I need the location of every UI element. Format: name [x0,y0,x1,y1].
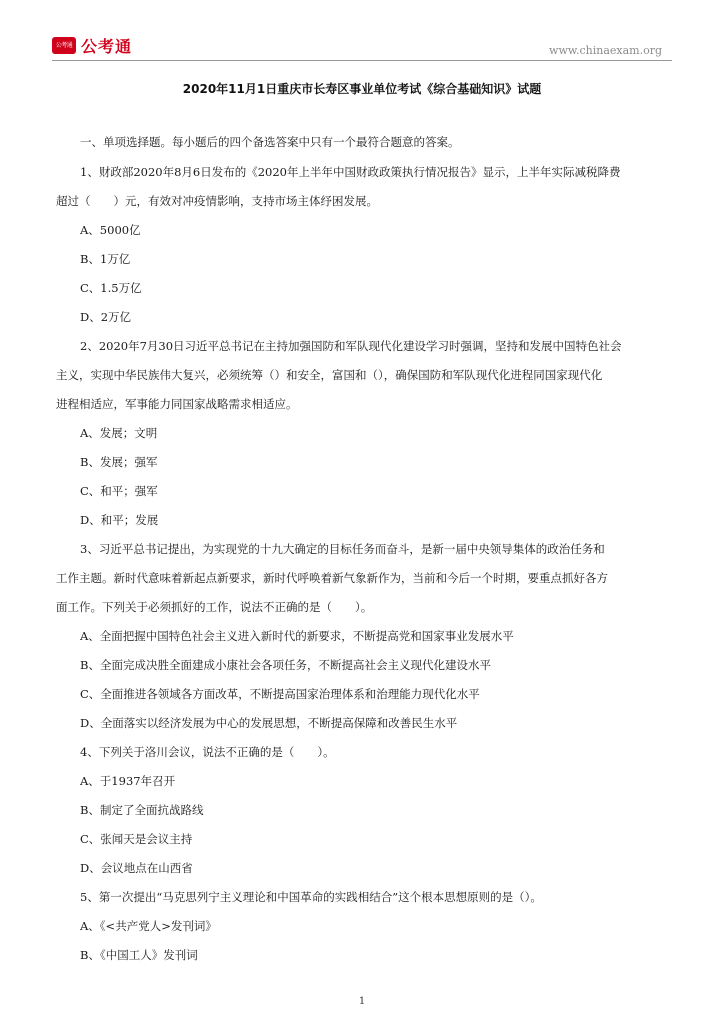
option-3b: B、全面完成决胜全面建成小康社会各项任务，不断提高社会主义现代化建设水平 [80,658,491,672]
question-4-stem: 4、下列关于洛川会议，说法不正确的是（ ）。 [80,745,335,759]
option-2c: C、和平；强军 [80,484,158,498]
header-divider [52,60,672,61]
option-1c: C、1.5万亿 [80,281,142,295]
question-3-stem-cont: 工作主题。新时代意味着新起点新要求，新时代呼唤着新气象新作为，当前和今后一个时期，要重点抓好各方 [56,571,608,585]
section-heading: 一、单项选择题。每小题后的四个备选答案中只有一个最符合题意的答案。 [80,135,460,149]
option-3d: D、全面落实以经济发展为中心的发展思想，不断提高保障和改善民生水平 [80,716,458,730]
page-number: 1 [358,996,366,1007]
option-5a: A、《<共产党人>发刊词》 [80,919,217,933]
option-4b: B、制定了全面抗战路线 [80,803,204,817]
option-1b: B、1万亿 [80,252,131,266]
option-5b: B、《中国工人》发刊词 [80,948,198,962]
option-3a: A、全面把握中国特色社会主义进入新时代的新要求，不断提高党和国家事业发展水平 [80,629,514,643]
option-2b: B、发展；强军 [80,455,158,469]
question-5-stem: 5、第一次提出“马克思列宁主义理论和中国革命的实践相结合”这个根本思想原则的是（）。 [80,890,542,904]
option-4d: D、会议地点在山西省 [80,861,193,875]
option-1d: D、2万亿 [80,310,132,324]
option-4c: C、张闻天是会议主持 [80,832,193,846]
page-header [0,0,724,62]
question-1-stem: 1、财政部2020年8月6日发布的《2020年上半年中国财政政策执行情况报告》显示，上半年实际减税降费 [80,165,621,179]
site-logo[interactable] [52,34,132,57]
option-4a: A、于1937年召开 [80,774,176,788]
option-1a: A、5000亿 [80,223,141,237]
document-title: 2020年11月1日重庆市长寿区事业单位考试《综合基础知识》试题 [182,82,542,96]
question-1-stem-cont: 超过（ ）元，有效对冲疫情影响，支持市场主体纾困发展。 [56,194,378,208]
site-url[interactable]: www.chinaexam.org [549,44,662,57]
option-2a: A、发展；文明 [80,426,158,440]
logo-text: 公考通 [81,37,133,56]
question-2-stem: 2、2020年7月30日习近平总书记在主持加强国防和军队现代化建设学习时强调，坚持和发展中国特色社会 [80,339,622,353]
question-2-stem-cont: 进程相适应，军事能力同国家战略需求相适应。 [56,397,298,411]
question-3-stem-cont: 面工作。下列关于必须抓好的工作，说法不正确的是（ ）。 [56,600,373,614]
option-3c: C、全面推进各领域各方面改革，不断提高国家治理体系和治理能力现代化水平 [80,687,480,701]
question-3-stem: 3、习近平总书记提出，为实现党的十九大确定的目标任务而奋斗，是新一届中央领导集体的政治任务和 [80,542,605,556]
option-2d: D、和平；发展 [80,513,159,527]
question-2-stem-cont: 主义，实现中华民族伟大复兴，必须统筹（）和安全，富国和（），确保国防和军队现代化进程同国家现代化 [56,368,603,382]
logo-badge-icon: 公考通 [52,37,76,54]
